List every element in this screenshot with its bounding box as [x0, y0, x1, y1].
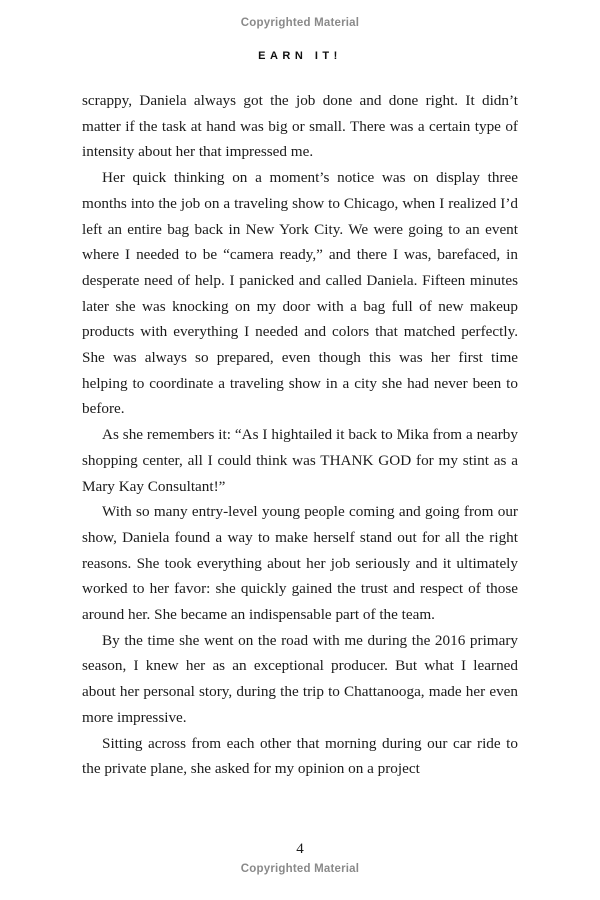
copyright-notice-top: Copyrighted Material — [240, 17, 360, 29]
paragraph: As she remembers it: “As I hightailed it back to Mika from a nearby shopping center, all I could think was THANK GOD for my stint as a Mary Kay Consultant!” — [82, 426, 518, 495]
page-body-text — [82, 88, 518, 782]
paragraph: Her quick thinking on a moment’s notice was on display three months into the job on a traveling show to Chicago, when I realized I’d left an entire bag back in New York City. We were going to an event where I needed to be “camera ready,” and there I was, barefaced, in desperate need of help. I panicked and called Daniela. Fifteen minutes later she was knocking on my door with a bag full of new makeup products with everything I needed and colors that matched perfectly. She was always so prepared, even though this was her first time helping to coordinate a traveling show in a city she had never been to before. — [82, 169, 518, 418]
running-header-book-title: EARN IT! — [258, 50, 342, 62]
paragraph: scrappy, Daniela always got the job done and done right. It didn’t matter if the task at hand was big or small. There was a certain type of intensity about her that impressed me. — [82, 92, 518, 161]
paragraph: By the time she went on the road with me during the 2016 primary season, I knew her as an exceptional producer. But what I learned about her personal story, during the trip to Chattanooga, made her even more impressive. — [82, 631, 518, 726]
page-number: 4 — [296, 841, 304, 857]
paragraph: Sitting across from each other that morning during our car ride to the private plane, she asked for my opinion on a project — [82, 734, 518, 778]
paragraph: With so many entry-level young people coming and going from our show, Daniela found a way to make herself stand out for all the right reasons. She took everything about her job seriously and it ultimately worked to her favor: she quickly gained the trust and respect of those around her. She became an indispensable part of the team. — [82, 503, 518, 624]
copyright-notice-bottom: Copyrighted Material — [240, 863, 360, 875]
